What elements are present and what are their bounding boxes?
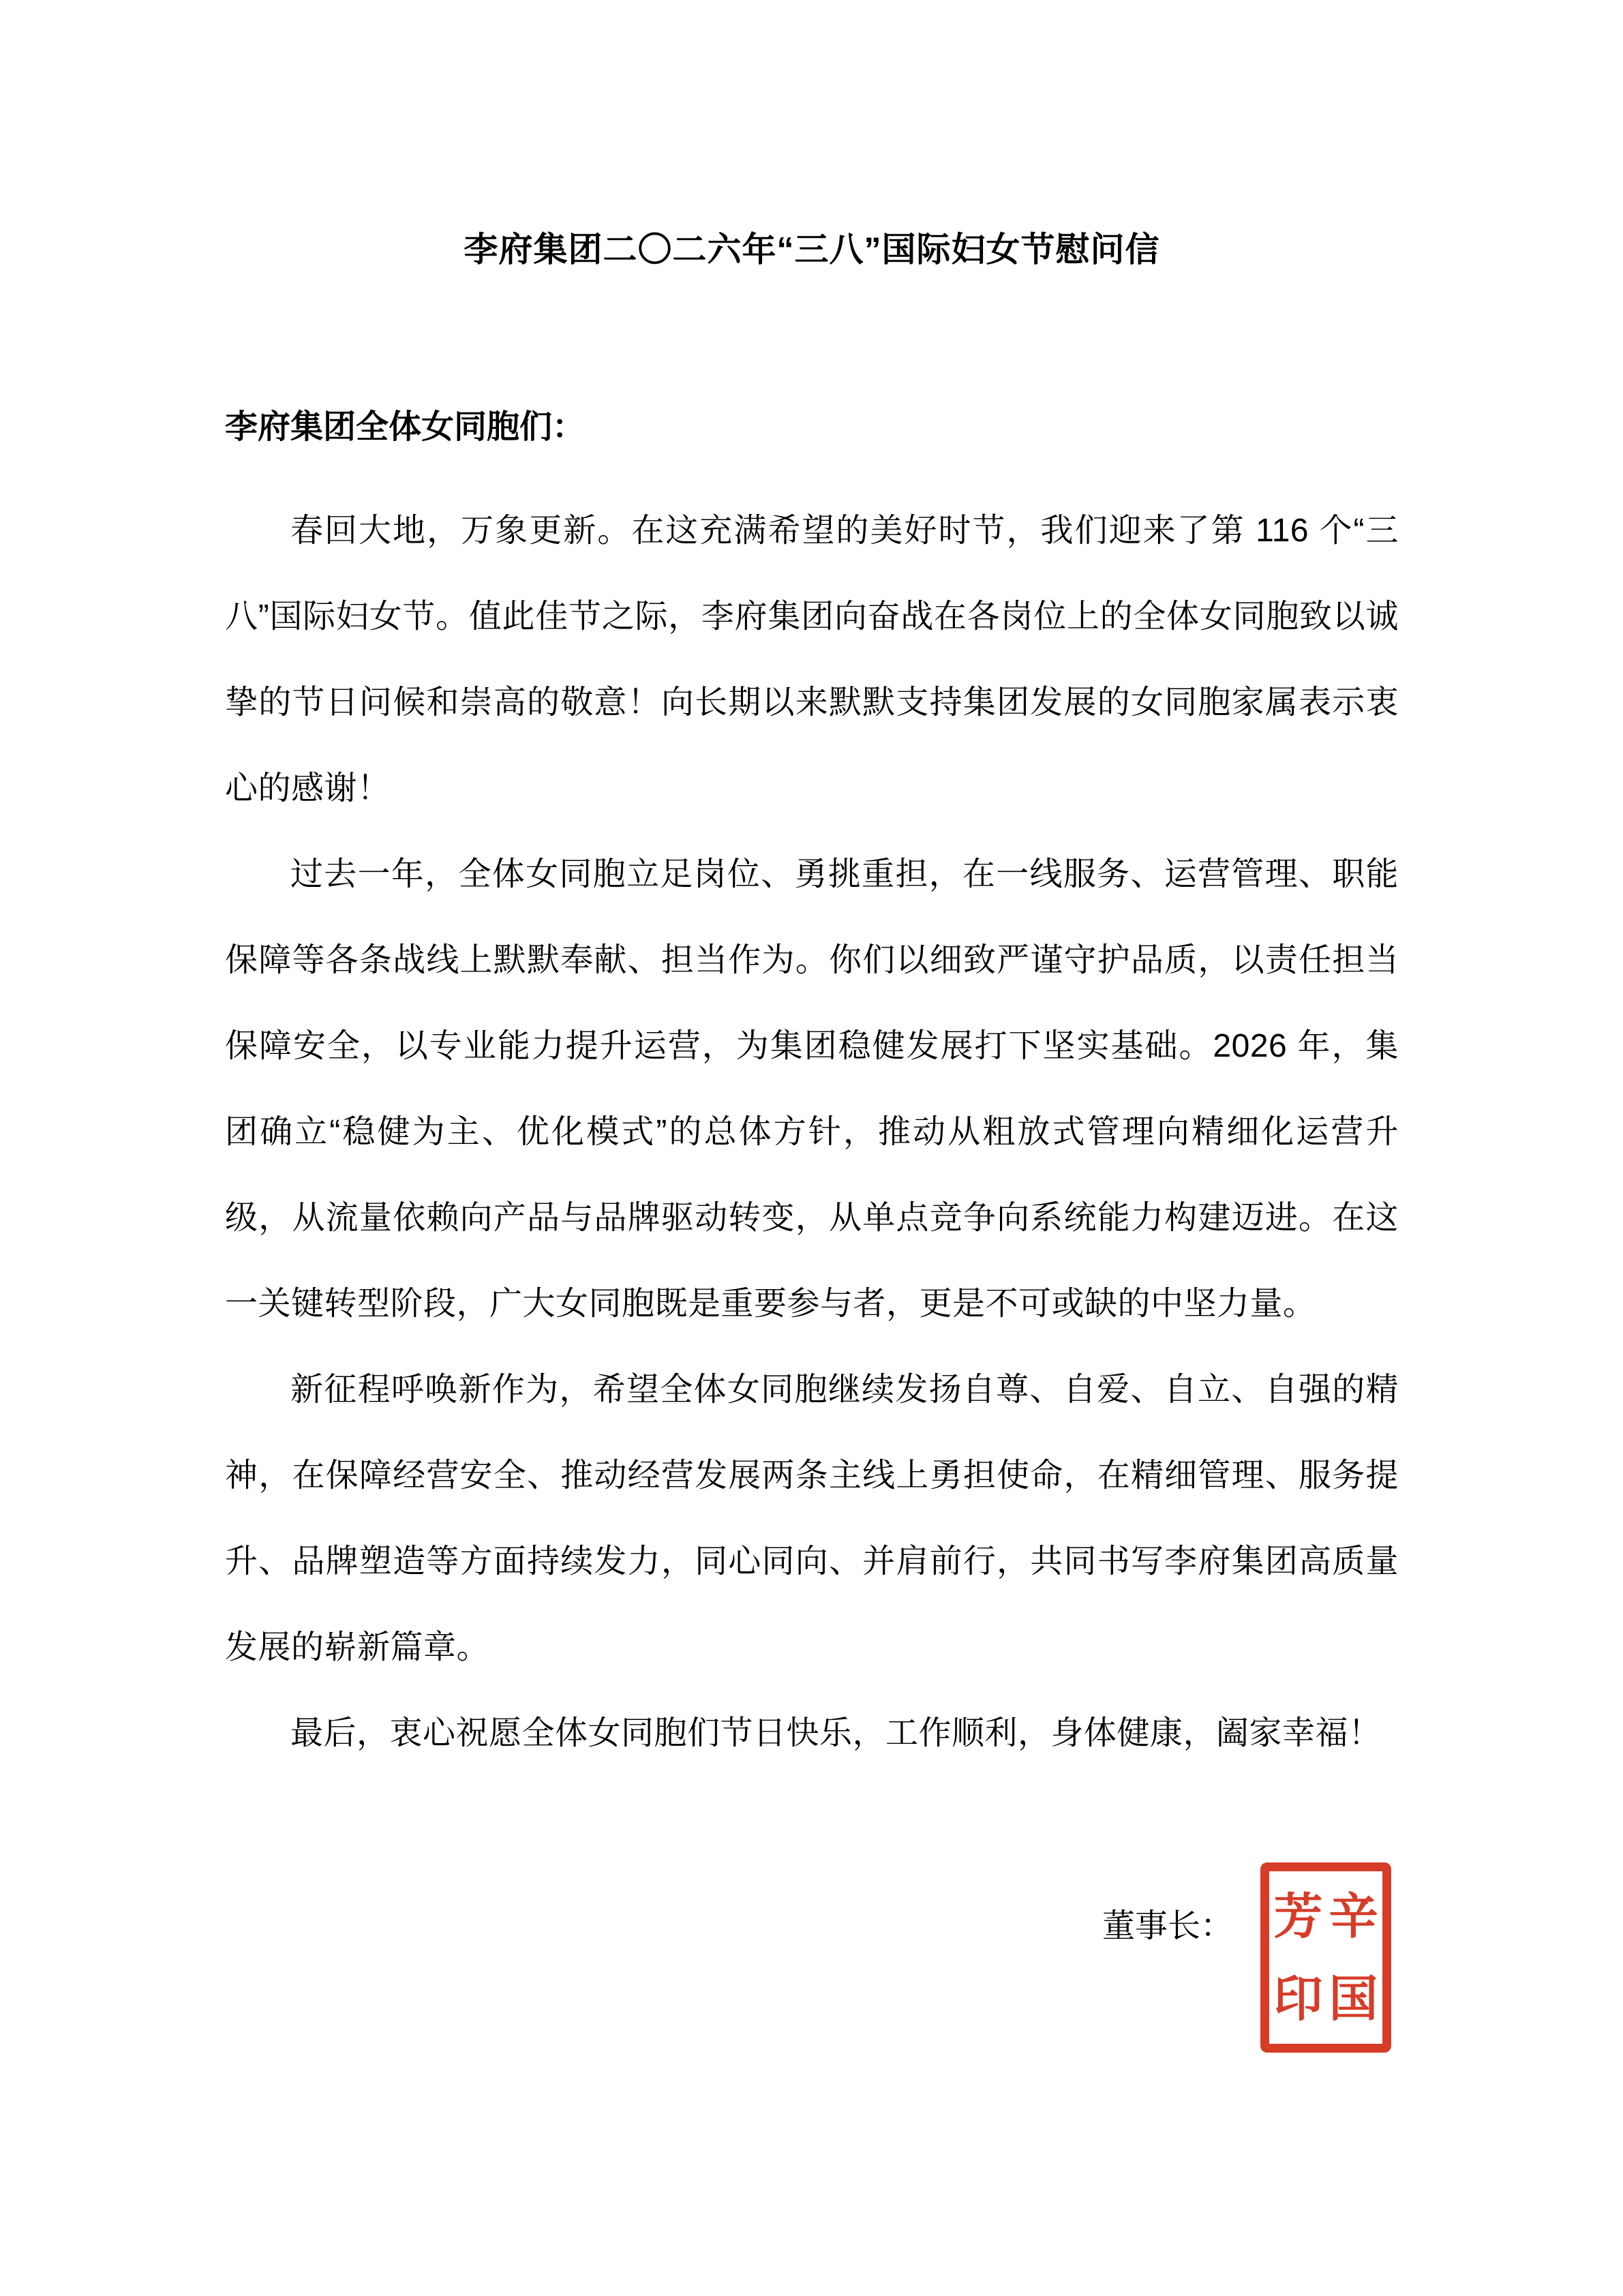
salutation: 李府集团全体女同胞们： bbox=[225, 409, 586, 445]
body-paragraph-2: 过去一年，全体女同胞立足岗位、勇挑重担，在一线服务、运营管理、职能保障等各条战线上默默奉献、担当作为。你们以细致严谨守护品质，以责任担当保障安全，以专业能力提升运营，为集团稳健发展打下坚实基础。2026 年，集团确立“稳健为主、优化模式”的总体方针，推动从粗放式管理向精细化运营升级，从流量依赖向产品与品牌驱动转变，从单点竞争向系统能力构建迈进。在这一关键转型阶段，广大女同胞既是重要参与者，更是不可或缺的中坚力量。 bbox=[225, 856, 1399, 1322]
seal-character: 辛 bbox=[1329, 1887, 1378, 1946]
seal-character: 印 bbox=[1273, 1969, 1323, 2027]
body-paragraph-1: 春回大地，万象更新。在这充满希望的美好时节，我们迎来了第 116 个“三八”国际妇女节。值此佳节之际，李府集团向奋战在各岗位上的全体女同胞致以诚挚的节日问候和崇高的敬意！向长期以来默默支持集团发展的女同胞家属表示衷心的感谢！ bbox=[225, 513, 1399, 806]
body-paragraph-3: 新征程呼唤新作为，希望全体女同胞继续发扬自尊、自爱、自立、自强的精神，在保障经营安全、推动经营发展两条主线上勇担使命，在精细管理、服务提升、品牌塑造等方面持续发力，同心同向、并肩前行，共同书写李府集团高质量发展的崭新篇章。 bbox=[225, 1372, 1399, 1665]
seal-character: 国 bbox=[1329, 1969, 1378, 2027]
body-paragraph-4: 最后，衷心祝愿全体女同胞们节日快乐，工作顺利，身体健康，阖家幸福！ bbox=[290, 1715, 1382, 1751]
document-title: 李府集团二〇二六年“三八”国际妇女节慰问信 bbox=[464, 230, 1160, 269]
chairman-seal-stamp bbox=[1260, 1862, 1391, 2053]
signature-label: 董事长： bbox=[1102, 1908, 1233, 1944]
seal-character: 芳 bbox=[1273, 1887, 1323, 1946]
signature-block bbox=[225, 1862, 1399, 2053]
